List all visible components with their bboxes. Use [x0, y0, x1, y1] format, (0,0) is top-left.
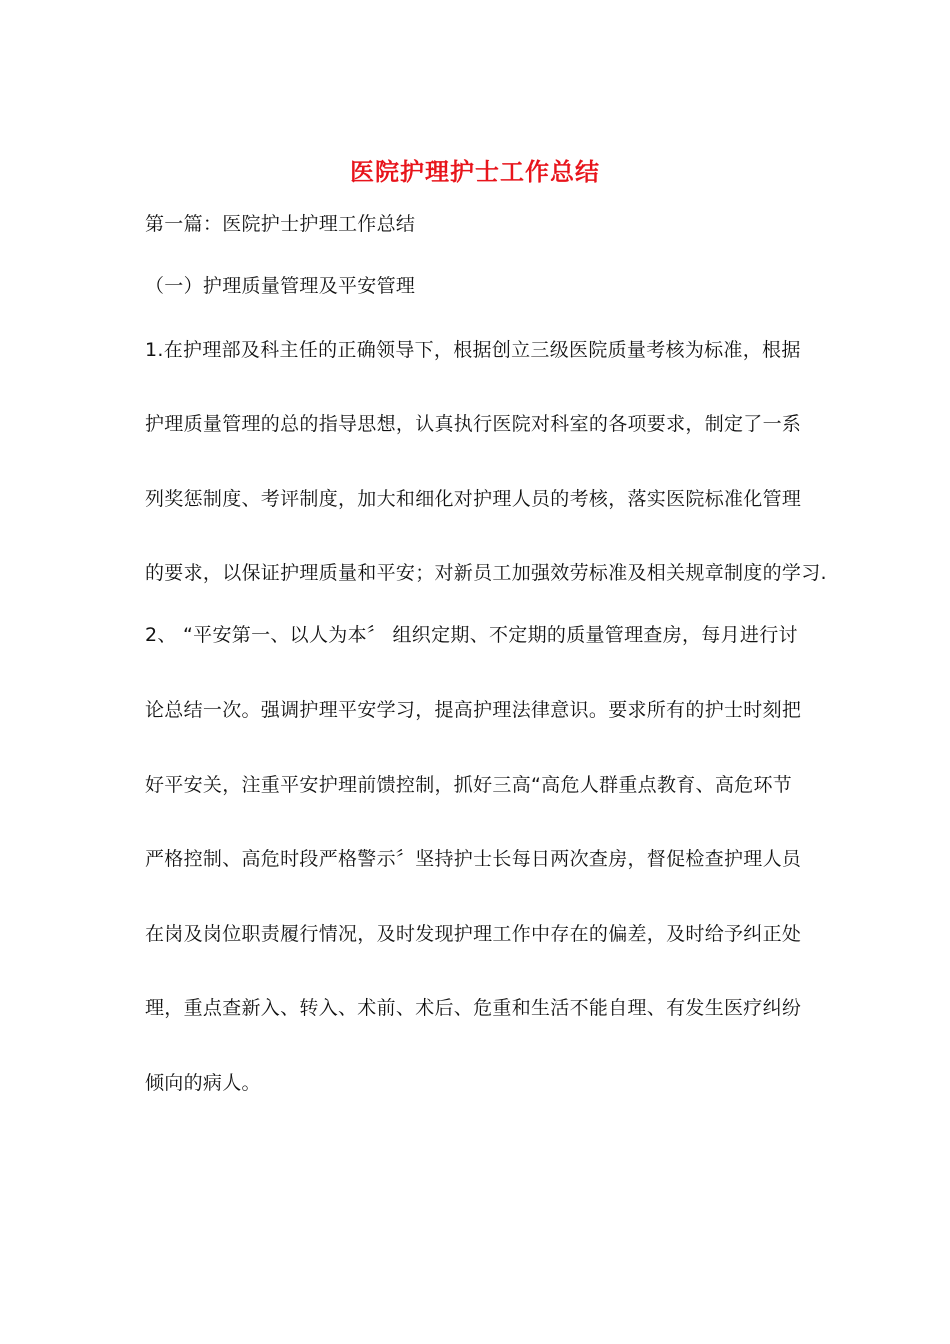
paragraph-line: 论总结一次。强调护理平安学习，提高护理法律意识。要求所有的护士时刻把 — [145, 699, 802, 721]
paragraph-line: 1.在护理部及科主任的正确领导下，根据创立三级医院质量考核为标准，根据 — [145, 339, 801, 361]
paragraph-line: 理，重点查新入、转入、术前、术后、危重和生活不能自理、有发生医疗纠纷 — [145, 997, 802, 1019]
paragraph-line: 2、 “平安第一、以人为本〞 组织定期、不定期的质量管理查房，每月进行讨 — [145, 624, 798, 646]
paragraph-line: 在岗及岗位职责履行情况，及时发现护理工作中存在的偏差，及时给予纠正处 — [145, 923, 802, 945]
subsection-heading: （一）护理质量管理及平安管理 — [145, 275, 416, 297]
paragraph-line: 护理质量管理的总的指导思想，认真执行医院对科室的各项要求，制定了一系 — [145, 413, 802, 435]
document-title: 医院护理护士工作总结 — [350, 158, 600, 186]
paragraph-line: 严格控制、高危时段严格警示〞坚持护士长每日两次查房，督促检查护理人员 — [145, 848, 802, 870]
paragraph-line: 好平安关，注重平安护理前馈控制，抓好三高“高危人群重点教育、高危环节 — [145, 774, 793, 796]
paragraph-line: 倾向的病人。 — [145, 1072, 261, 1094]
paragraph-line: 的要求，以保证护理质量和平安；对新员工加强效劳标准及相关规章制度的学习. — [145, 562, 827, 584]
section-heading: 第一篇：医院护士护理工作总结 — [145, 213, 416, 235]
paragraph-line: 列奖惩制度、考评制度，加大和细化对护理人员的考核，落实医院标准化管理 — [145, 488, 802, 510]
